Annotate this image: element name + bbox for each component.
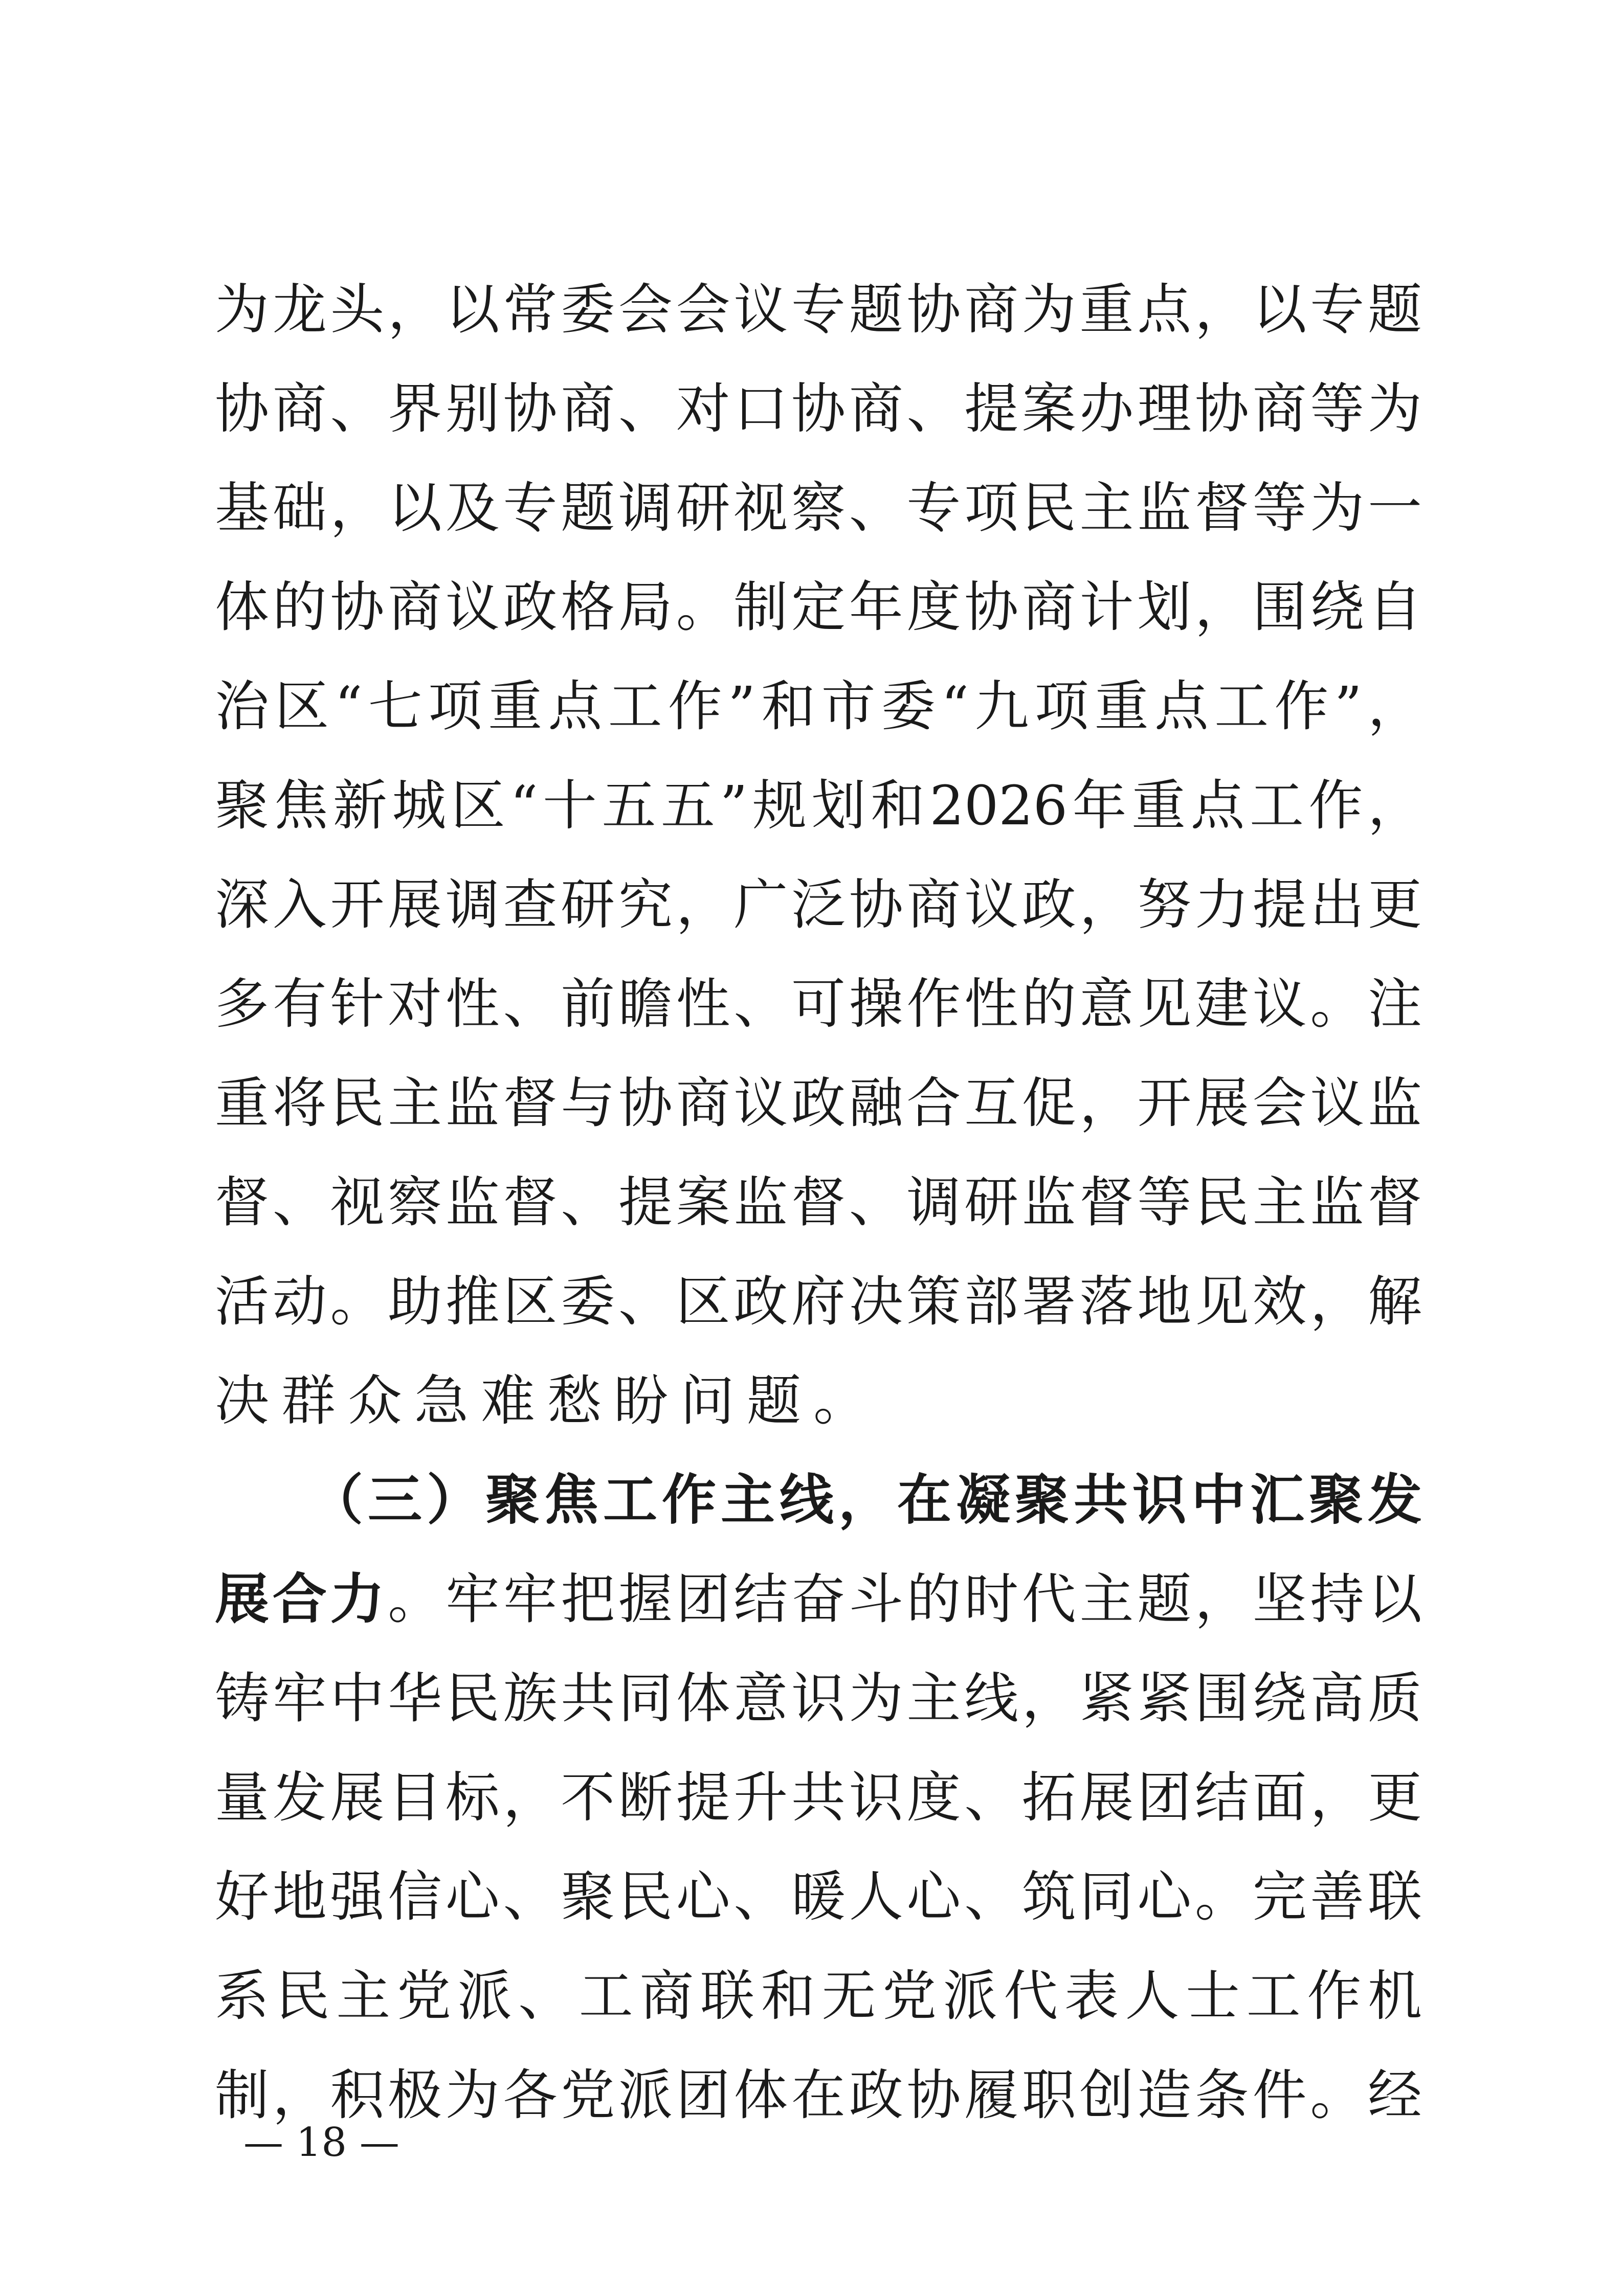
text-line: 为龙头，以常委会会议专题协商为重点，以专题 <box>215 278 1422 341</box>
page-number: — 18 — <box>243 2120 399 2166</box>
text-line: 展合力。牢牢把握团结奋斗的时代主题，坚持以 <box>215 1567 1422 1631</box>
section-heading-end: 展合力 <box>215 1567 388 1631</box>
text-line: 督、视察监督、提案监督、调研监督等民主监督 <box>215 1171 1422 1234</box>
body-text <box>215 256 1422 2141</box>
text-line: 制，积极为各党派团体在政协履职创造条件。经 <box>215 2064 1422 2127</box>
section-heading: （三）聚焦工作主线，在凝聚共识中汇聚发 <box>309 1468 1422 1532</box>
text-line: 聚焦新城区“十五五”规划和2026年重点工作， <box>215 774 1422 837</box>
text-line: 活动。助推区委、区政府决策部署落地见效，解 <box>215 1270 1422 1333</box>
text-line: 铸牢中华民族共同体意识为主线，紧紧围绕高质 <box>215 1667 1422 1730</box>
text-line: 系民主党派、工商联和无党派代表人士工作机 <box>215 1965 1422 2028</box>
text-line: 量发展目标，不断提升共识度、拓展团结面，更 <box>215 1766 1422 1829</box>
text-line: 好地强信心、聚民心、暖人心、筑同心。完善联 <box>215 1865 1422 1928</box>
text-line-paragraph-end: 决群众急难愁盼问题。 <box>215 1369 880 1432</box>
text-line: 深入开展调查研究，广泛协商议政，努力提出更 <box>215 873 1422 936</box>
text-line: 治区“七项重点工作”和市委“九项重点工作”， <box>215 675 1422 738</box>
text-line: 多有针对性、前瞻性、可操作性的意见建议。注 <box>215 973 1422 1036</box>
text-line: 基础，以及专题调研视察、专项民主监督等为一 <box>215 477 1422 539</box>
text-line: 协商、界别协商、对口协商、提案办理协商等为 <box>215 377 1422 440</box>
text-line: 体的协商议政格局。制定年度协商计划，围绕自 <box>215 576 1422 639</box>
text-line: 重将民主监督与协商议政融合互促，开展会议监 <box>215 1072 1422 1135</box>
section-heading-line <box>215 1446 1422 1545</box>
